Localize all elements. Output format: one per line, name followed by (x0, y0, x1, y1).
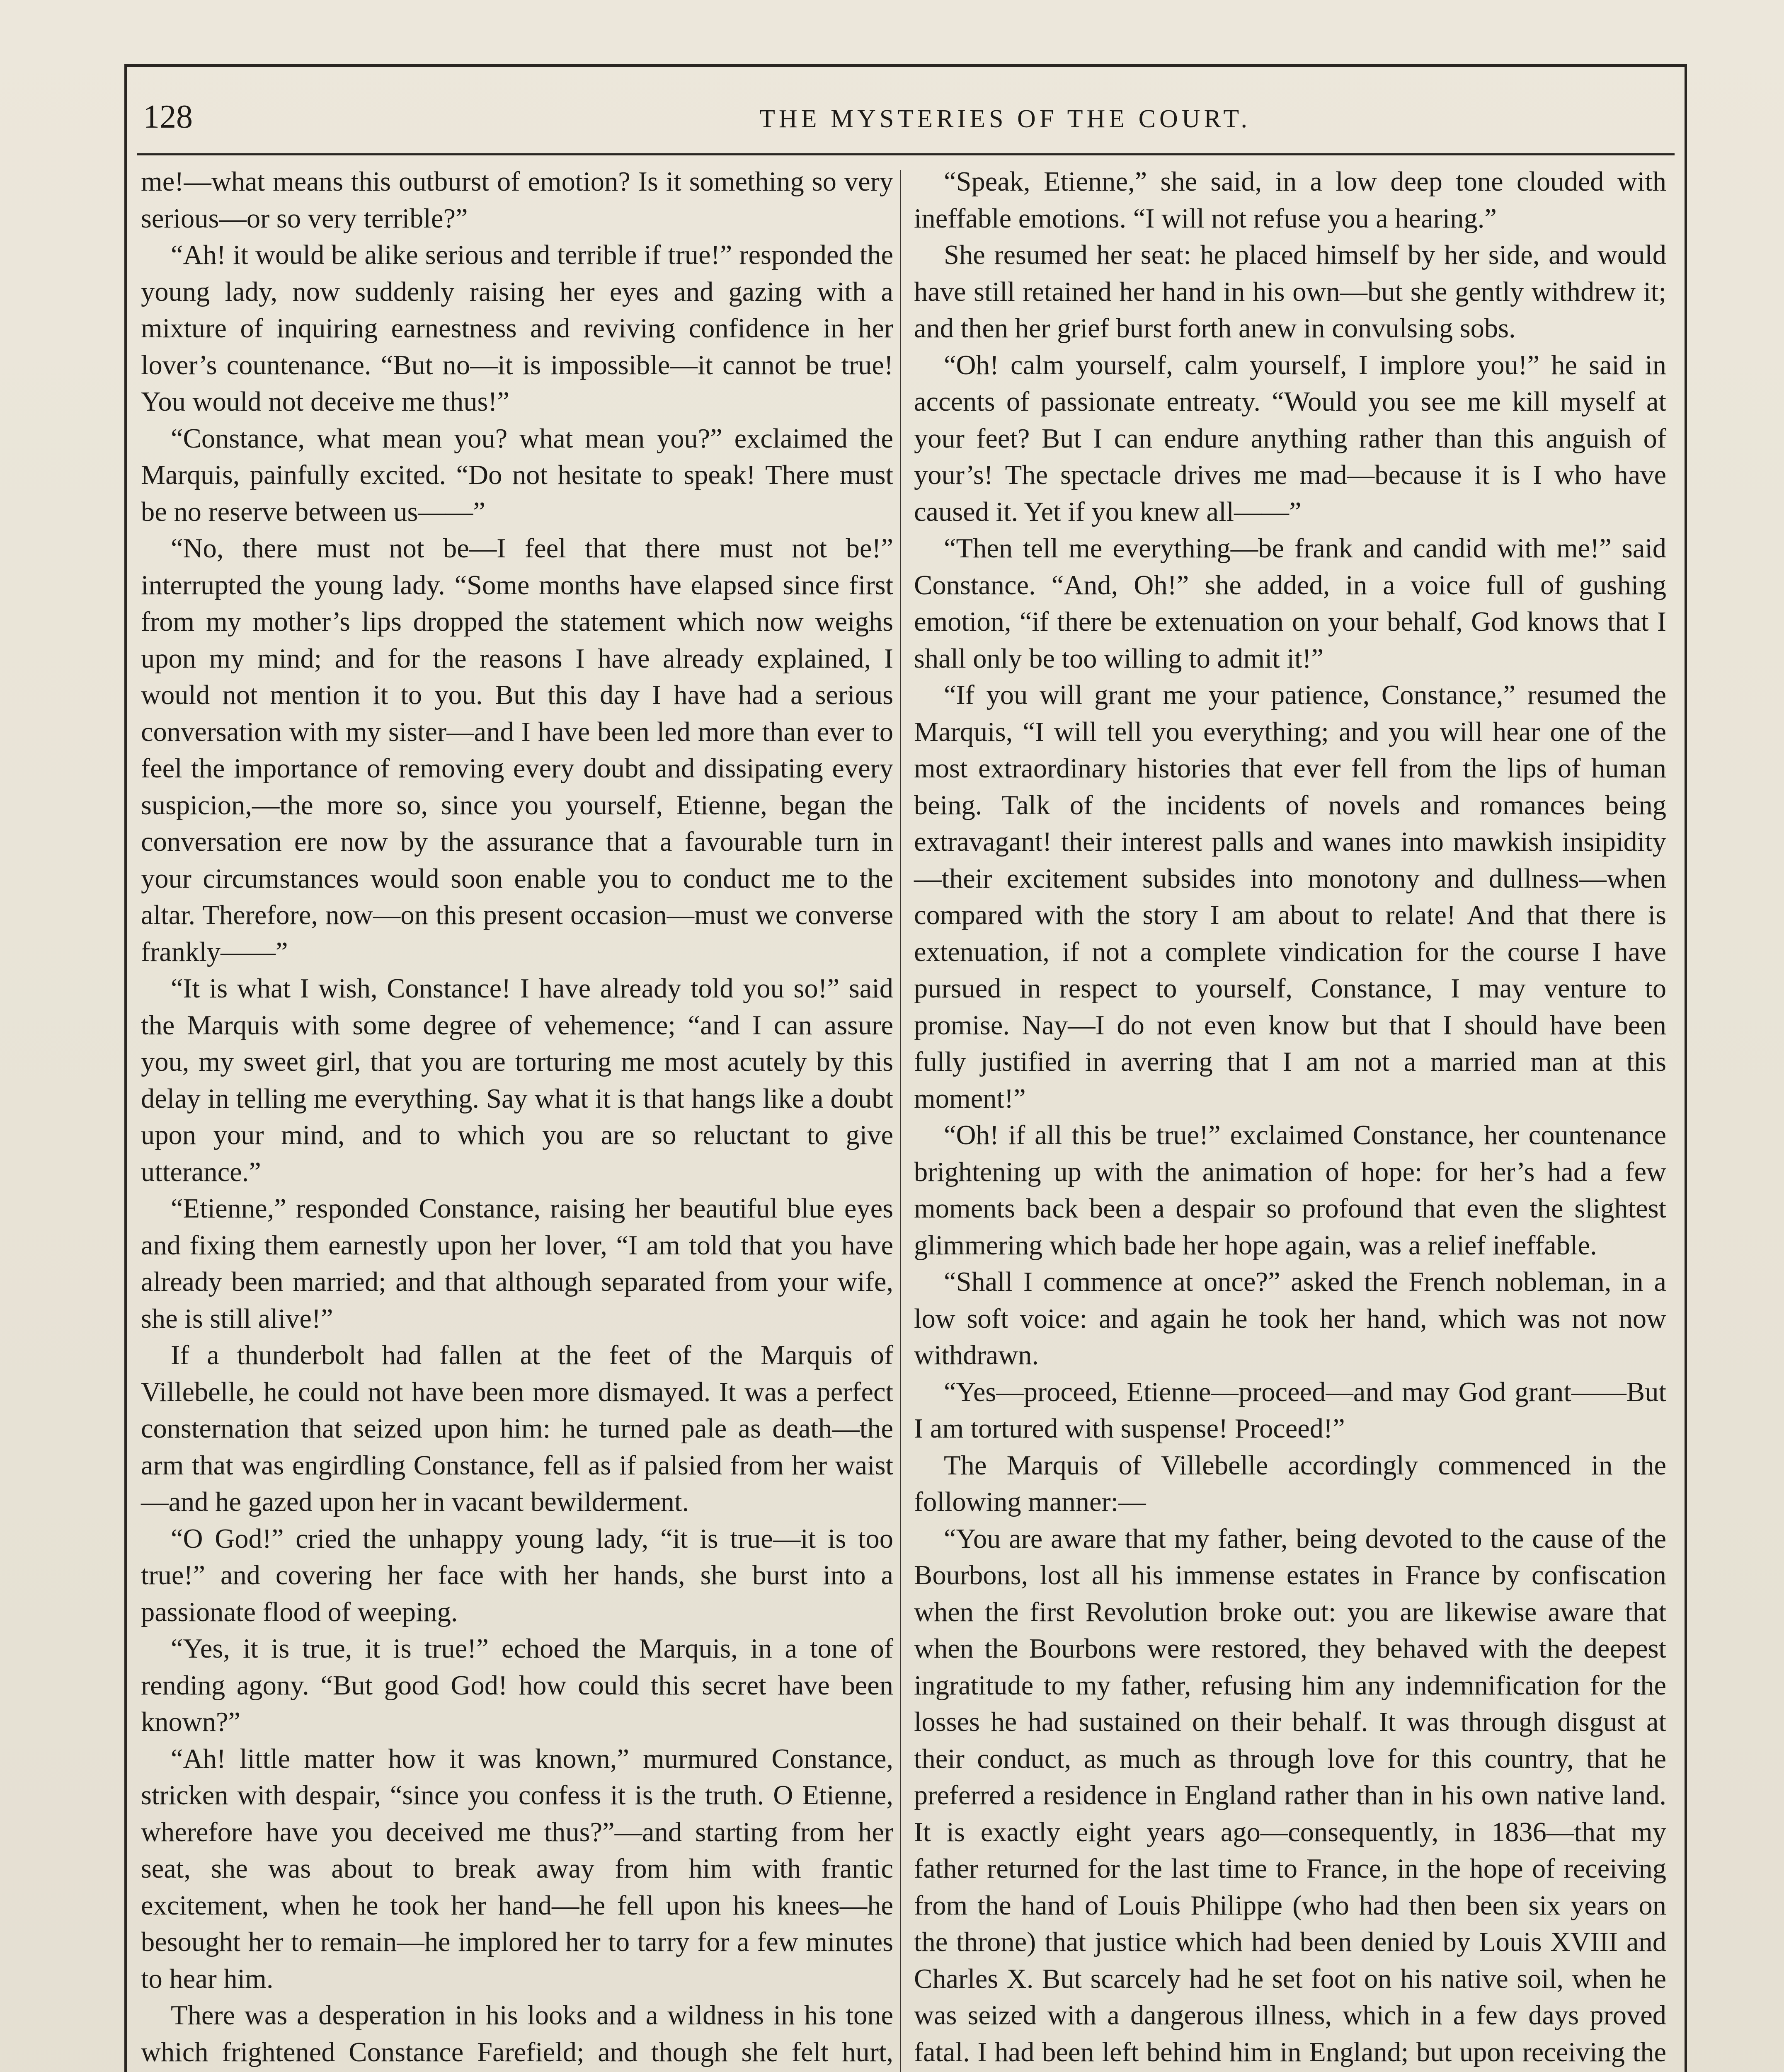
page-border-left (124, 64, 127, 2072)
paragraph: “Constance, what mean you? what mean you?” exclaimed the Marquis, painfully excited. “Do not hesitate to speak! There must be no reserve between us——” (141, 423, 893, 527)
paragraph: “Shall I commence at once?” asked the French nobleman, in a low soft voice: and again he took her hand, which was not now withdrawn. (914, 1267, 1666, 1370)
paragraph: “If you will grant me your patience, Constance,” resumed the Marquis, “I will tell you everything; and you will hear one of the most extraordinary histories that ever fell from the lips of human being. Talk of the incidents of novels and romances being extravagant! their interest palls and wanes into mawkish insipidity—their excitement subsides into monotony and dullness—when compared with the story I am about to relate! And that there is extenuation, if not a complete vindication for the course I have pursued in respect to yourself, Constance, I may venture to promise. Nay—I do not even know but that I should have been fully justified in averring that I am not a married man at this moment!” (914, 680, 1666, 1114)
paragraph: She resumed her seat: he placed himself by her side, and would have still retained her hand in his own—but she gently withdrew it; and then her grief burst forth anew in convulsing sobs. (914, 240, 1666, 344)
paragraph: “No, there must not be—I feel that there must not be!” interrupted the young lady. “Some months have elapsed since first from my mother’s lips dropped the statement which now weighs upon my mind; and for the reasons I have already explained, I would not mention it to you. But this day I have had a serious conversation with my sister—and I have been led more than ever to feel the importance of removing every doubt and dissipating every suspicion,—the more so, since you yourself, Etienne, began the conversation ere now by the assurance that a favourable turn in your circumstances would soon enable you to conduct me to the altar. Therefore, now—on this present occasion—must we converse frankly——” (141, 533, 893, 967)
paragraph: “Oh! calm yourself, calm yourself, I implore you!” he said in accents of passionate entreaty. “Would you see me kill myself at your feet? But I can endure anything rather than this anguish of your’s! The spectacle drives me mad—because it is I who have caused it. Yet if you knew all——” (914, 350, 1666, 527)
paragraph: “Yes—proceed, Etienne—proceed—and may God grant——But I am tortured with suspense! Proceed!” (914, 1377, 1666, 1444)
paragraph: me!—what means this outburst of emotion? Is it something so very serious—or so very terrible?” (141, 167, 893, 234)
paragraph: “Etienne,” responded Constance, raising her beautiful blue eyes and fixing them earnestly upon her lover, “I am told that you have already been married; and that although separated from your wife, she is still alive!” (141, 1193, 893, 1334)
paragraph: “You are aware that my father, being devoted to the cause of the Bourbons, lost all his immense estates in France by confiscation when the first Revolution broke out: you are likewise aware that when the Bourbons were restored, they behaved with the deepest ingratitude to my father, refusing him any indemnification for the losses he had sustained on their behalf. It was through disgust at their conduct, as much as through love for this country, that he preferred a residence in England rather than in his own native land. It is exactly eight years ago—consequently, in 1836—that my father returned for the last time to France, in the hope of receiving from the hand of Louis Philippe (who had then been six years on the throne) that justice which had been denied by Louis XVIII and Charles X. But scarcely had he set foot on his native soil, when he was seized with a dangerous illness, which in a few days proved fatal. I had been left behind him in England; but upon receiving the (914, 1523, 1666, 2067)
paragraph: “Speak, Etienne,” she said, in a low deep tone clouded with ineffable emotions. “I will not refuse you a hearing.” (914, 167, 1666, 234)
paragraph: “O God!” cried the unhappy young lady, “it is true—it is too true!” and covering her face with her hands, she burst into a passionate flood of weeping. (141, 1523, 893, 1627)
right-column (914, 164, 1666, 2072)
page-number: 128 (143, 99, 193, 135)
page-border-top (124, 64, 1687, 67)
paragraph: “Ah! little matter how it was known,” murmured Constance, stricken with despair, “since you confess it is the truth. O Etienne, wherefore have you deceived me thus?”—and starting from her seat, she was about to break away from him with frantic excitement, when he took her hand—he fell upon his knees—he besought her to remain—he implored her to tarry for a few minutes to hear him. (141, 1743, 893, 1994)
page-border-right (1685, 64, 1687, 2072)
paragraph: The Marquis of Villebelle accordingly commenced in the following manner:— (914, 1450, 1666, 1517)
column-divider (900, 170, 901, 2072)
paragraph: “It is what I wish, Constance! I have already told you so!” said the Marquis with some degree of vehemence; “and I can assure you, my sweet girl, that you are torturing me most acutely by this delay in telling me everything. Say what it is that hangs like a doubt upon your mind, and to which you are so reluctant to give utterance.” (141, 973, 893, 1187)
paragraph: “Oh! if all this be true!” exclaimed Constance, her countenance brightening up with the animation of hope: for her’s had a few moments back been a despair so profound that even the slightest glimmering which bade her hope again, was a relief ineffable. (914, 1120, 1666, 1261)
left-column (141, 164, 893, 2072)
running-title: THE MYSTERIES OF THE COURT. (759, 105, 1251, 133)
paragraph: “Then tell me everything—be frank and candid with me!” said Constance. “And, Oh!” she added, in a voice full of gushing emotion, “if there be extenuation on your behalf, God knows that I shall only be too willing to admit it!” (914, 533, 1666, 674)
paragraph: “Yes, it is true, it is true!” echoed the Marquis, in a tone of rending agony. “But good God! how could this secret have been known?” (141, 1634, 893, 1737)
paragraph: There was a desperation in his looks and a wildness in his tone which frightened Constance Farefield; and though she felt hurt, (141, 2000, 893, 2067)
header-rule (137, 153, 1675, 155)
paragraph: “Ah! it would be alike serious and terrible if true!” responded the young lady, now suddenly raising her eyes and gazing with a mixture of inquiring earnestness and reviving confidence in her lover’s countenance. “But no—it is impossible—it cannot be true! You would not deceive me thus!” (141, 240, 893, 417)
paragraph: If a thunderbolt had fallen at the feet of the Marquis of Villebelle, he could not have been more dismayed. It was a perfect consternation that seized upon him: he turned pale as death—the arm that was engirdling Constance, fell as if palsied from her waist—and he gazed upon her in vacant bewilderment. (141, 1340, 893, 1517)
